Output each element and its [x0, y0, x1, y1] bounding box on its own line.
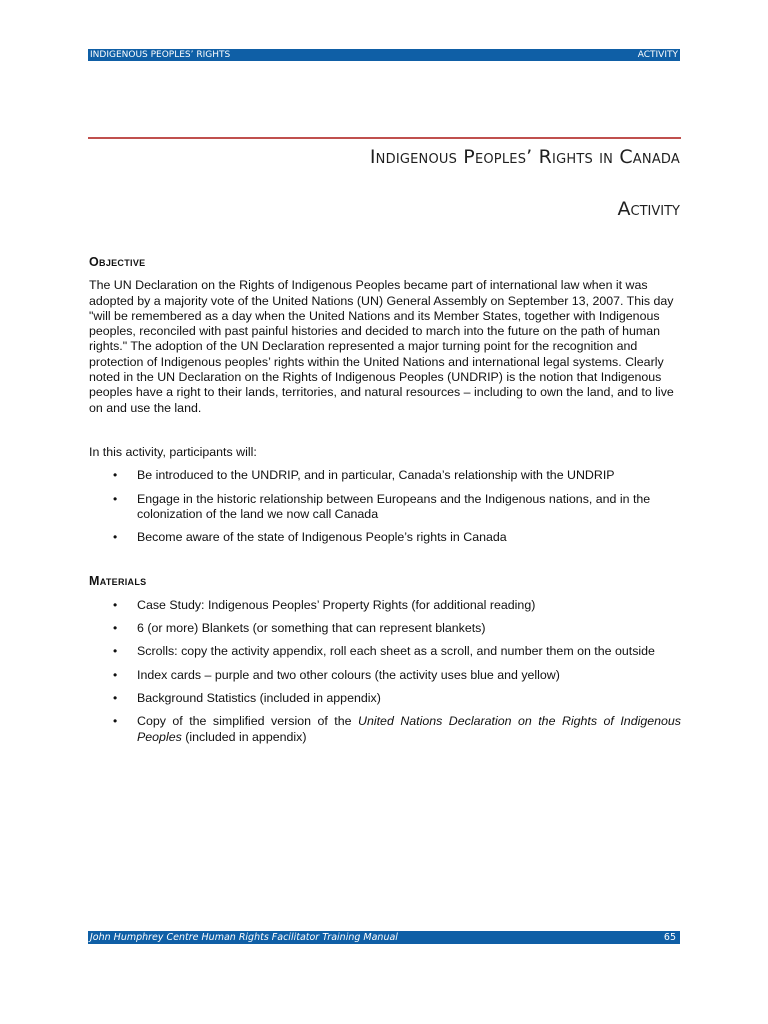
list-item: • Case Study: Indigenous Peoples’ Property Rights (for additional reading) [113, 597, 536, 612]
materials-list [89, 598, 681, 745]
bullet-icon: • [113, 621, 118, 636]
bullet-icon: • [113, 690, 118, 705]
list-item: • Background Statistics (included in appendix) [113, 690, 381, 705]
page-number: 65 [663, 932, 676, 943]
header-section-title: INDIGENOUS PEOPLES’ RIGHTS [90, 50, 231, 60]
footer-publication-title: John Humphrey Centre Human Rights Facilitator Training Manual [90, 932, 398, 943]
main-content [89, 255, 681, 745]
list-item: • Become aware of the state of Indigenous People’s rights in Canada [113, 530, 507, 545]
bullet-icon: • [113, 530, 118, 545]
bullet-icon: • [113, 597, 118, 612]
title-rule [88, 137, 681, 139]
bullet-icon: • [113, 491, 118, 506]
list-item: • Copy of the simplified version of the United Nations Declaration on the Rights of Indigenous Peoples (included in appendix) [113, 714, 681, 744]
materials-heading: Materials [89, 574, 147, 589]
list-item: • Index cards – purple and two other colours (the activity uses blue and yellow) [113, 667, 560, 682]
bullet-icon: • [113, 667, 118, 682]
participants-list [89, 468, 681, 545]
running-header [88, 49, 680, 61]
objective-heading: Objective [89, 255, 146, 269]
list-item: • 6 (or more) Blankets (or something that can represent blankets) [113, 621, 486, 636]
participants-intro: In this activity, participants will: [89, 444, 257, 459]
objective-paragraph: The UN Declaration on the Rights of Indigenous Peoples became part of international law when it was adopted by a majority vote of the United Nations (UN) General Assembly on September 13, 2007. This day "will be remembered as a day when the United Nations and its Member States, together with Indigenous peoples, reconciled with past painful histories and decided to march into the future on the path of human rights." The adoption of the UN Declaration represented a major turning point for the recognition and protection of Indigenous peoples’ rights within the United Nations and international legal systems. Clearly noted in the UN Declaration on the Rights of Indigenous Peoples (UNDRIP) is the notion that Indigenous peoples have a right to their lands, territories, and natural resources – including to own the land, and to live on and use the land. [89, 278, 674, 415]
running-footer [88, 931, 680, 944]
bullet-icon: • [113, 714, 118, 729]
page-title: Indigenous Peoples’ Rights in Canada [369, 146, 680, 168]
bullet-icon: • [113, 468, 118, 483]
header-section-type: ACTIVITY [637, 50, 678, 60]
bullet-icon: • [113, 644, 118, 659]
list-item: • Scrolls: copy the activity appendix, roll each sheet as a scroll, and number them on the outside [113, 644, 655, 659]
list-item: • Engage in the historic relationship between Europeans and the Indigenous nations, and in the colonization of the land we now call Canada [113, 491, 651, 521]
list-item: • Be introduced to the UNDRIP, and in particular, Canada’s relationship with the UNDRIP [113, 468, 615, 483]
page-subtitle: Activity [617, 198, 680, 220]
